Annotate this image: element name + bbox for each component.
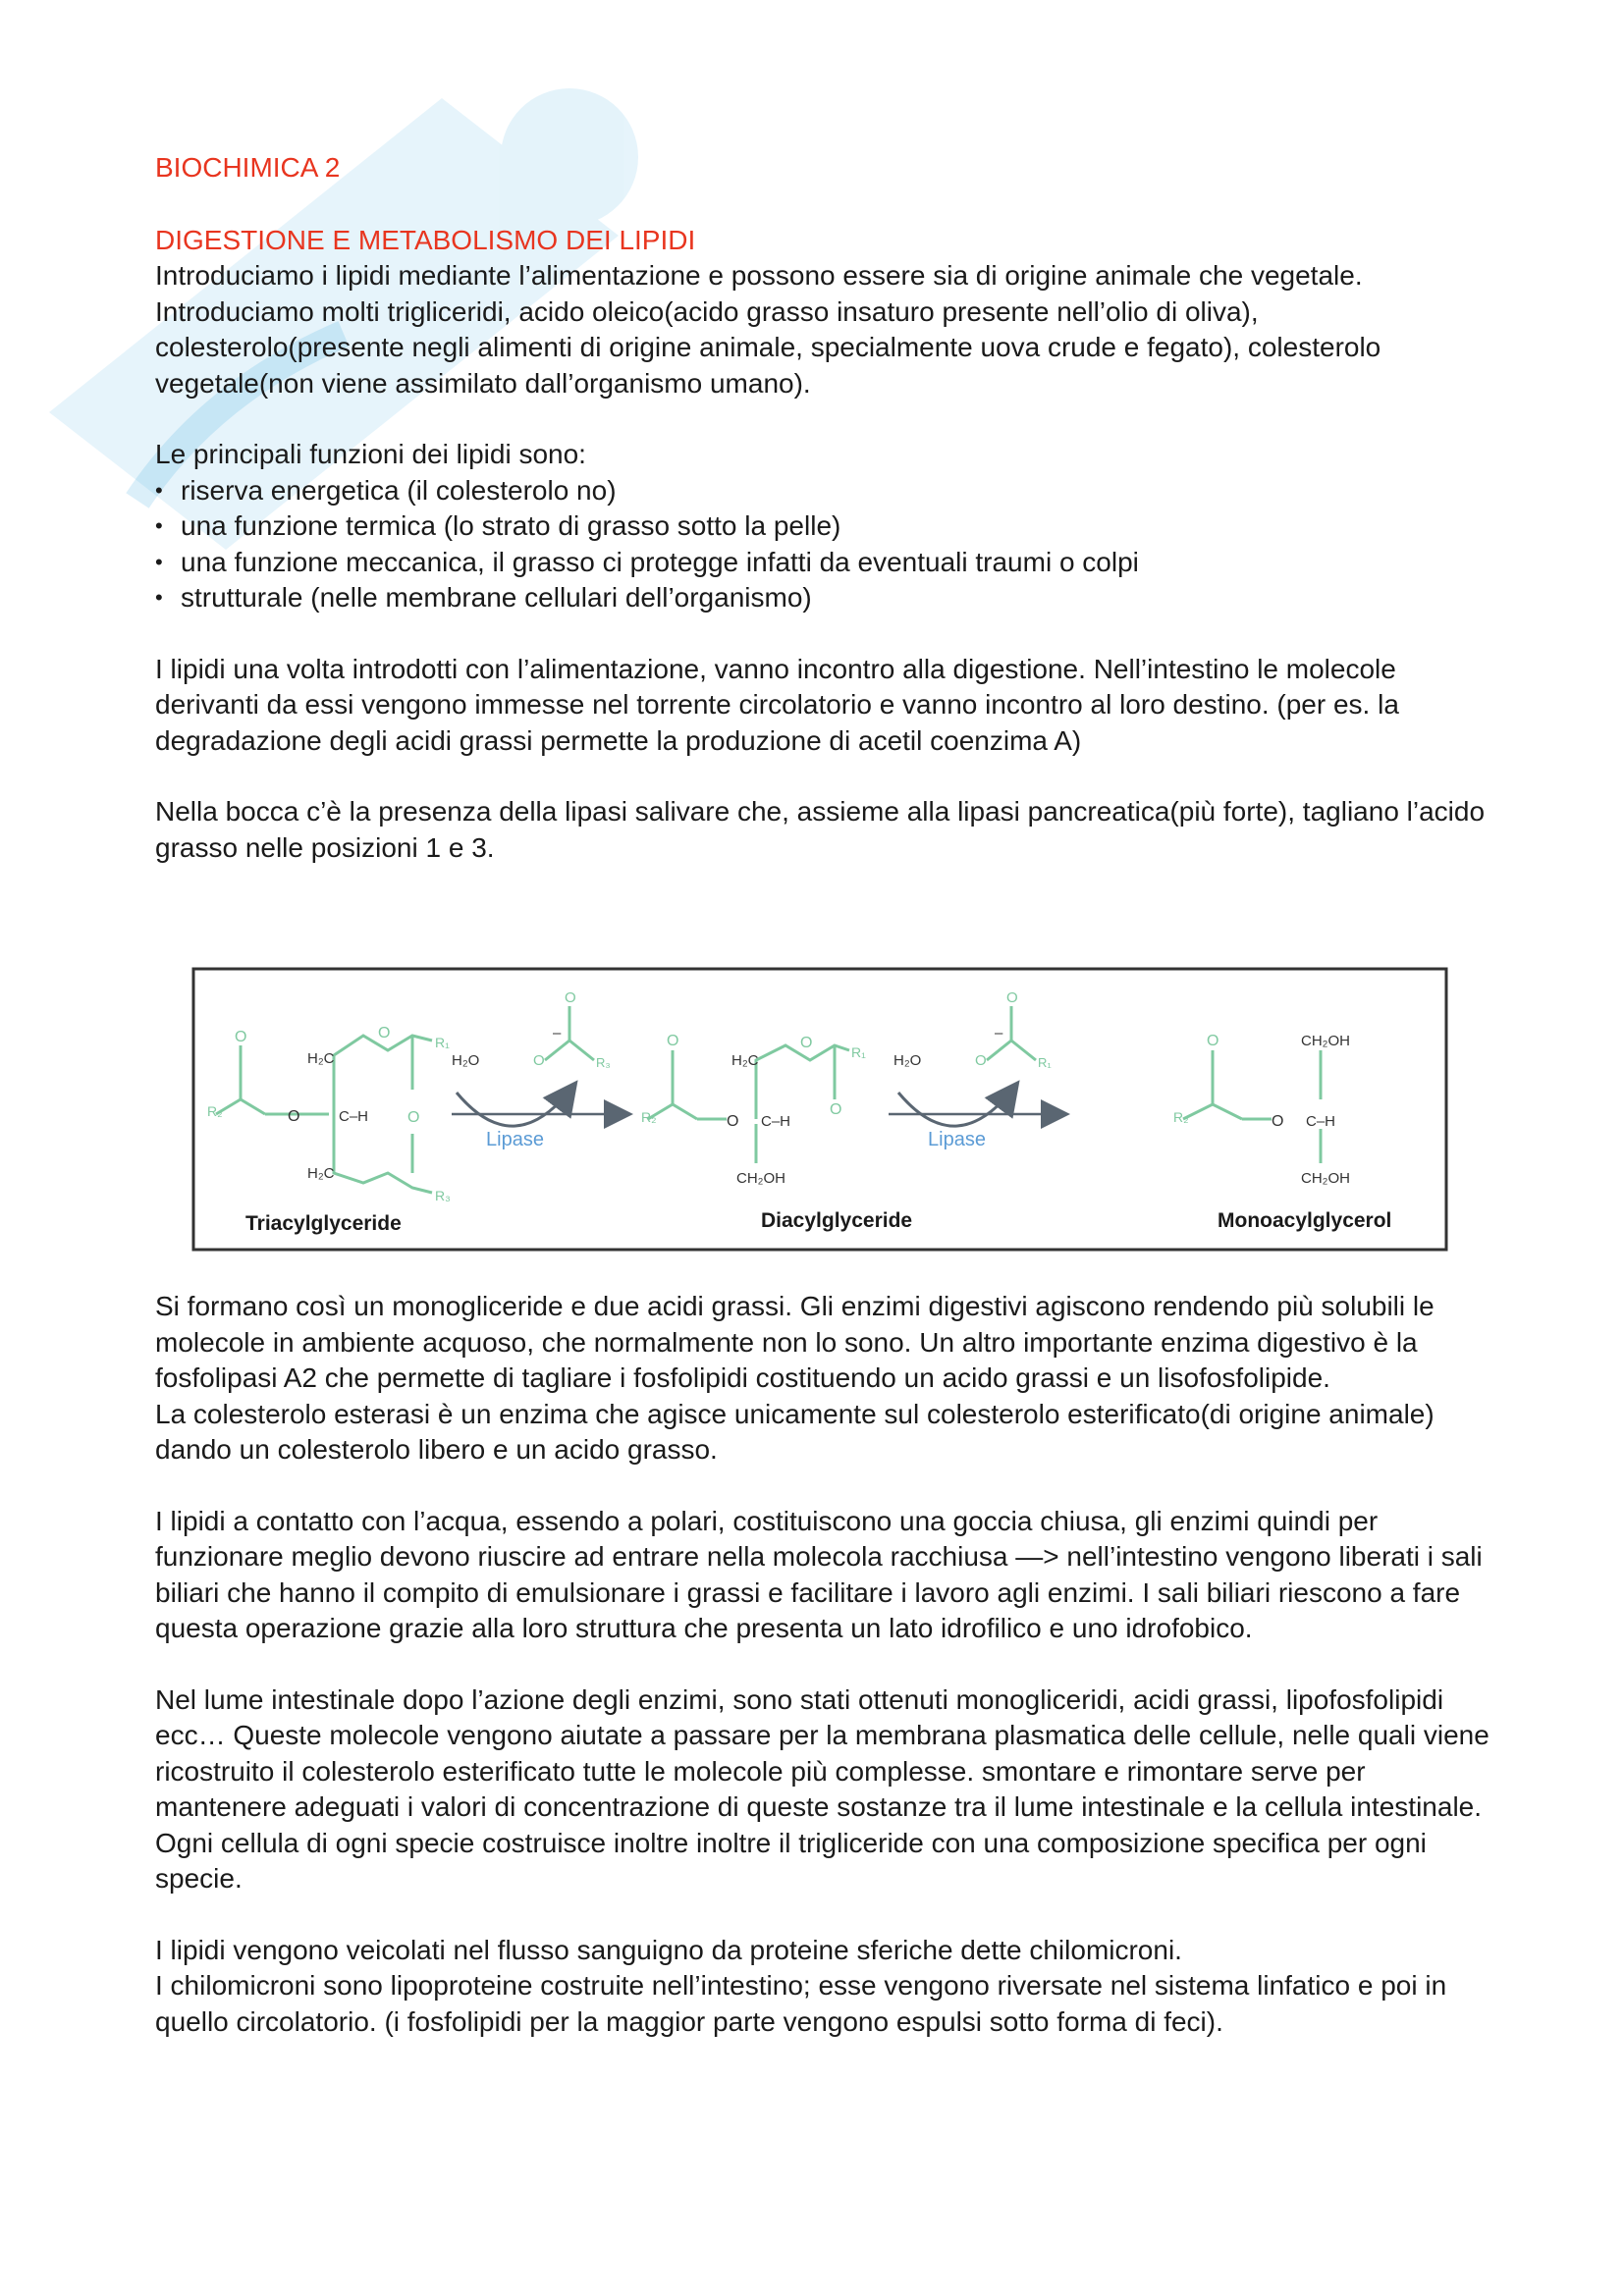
ch2oh-label: CH₂OH	[1301, 1170, 1350, 1187]
water-label: H₂O	[893, 1052, 922, 1069]
stage-label-triacylglyceride: Triacylglyceride	[245, 1212, 402, 1235]
oxygen-label: O	[1006, 989, 1018, 1006]
intro-paragraph: Introduciamo i lipidi mediante l’alimentazione e possono essere sia di origine animale che vegetale. Introduciamo molti trigliceridi, acido oleico(acido grasso insaturo presente nell’olio di oliva), colesterolo(presente negli alimenti di origine animale, specialmente uova crude e fegato), colesterolo vegetale(non viene assimilato dall’organismo umano).	[155, 260, 1381, 399]
oxygen-label: O	[565, 989, 576, 1006]
oxygen-label: O	[378, 1025, 391, 1041]
r-group-label: R₁	[851, 1044, 866, 1060]
course-title: BIOCHIMICA 2	[155, 152, 341, 183]
functions-list	[155, 473, 1490, 616]
carbon-label: H₂C	[307, 1050, 335, 1067]
enzyme-label: Lipase	[486, 1129, 544, 1150]
document-body	[155, 149, 1490, 866]
oxygen-label: O	[1272, 1113, 1284, 1130]
list-item: • una funzione termica (lo strato di grasso sotto la pelle)	[155, 508, 1490, 545]
chh-label: C–H	[1306, 1113, 1336, 1130]
functions-intro: Le principali funzioni dei lipidi sono:	[155, 439, 586, 469]
r-group-label: R₂	[207, 1103, 223, 1119]
oxygen-label: O	[800, 1035, 813, 1051]
section-title: DIGESTIONE E METABOLISMO DEI LIPIDI	[155, 225, 696, 255]
ch2oh-label: CH₂OH	[1301, 1033, 1350, 1049]
oxygen-label: O	[288, 1108, 300, 1125]
oxygen-label: O	[533, 1052, 545, 1069]
after-figure-paragraph: Si formano così un monogliceride e due acidi grassi. Gli enzimi digestivi agiscono rendendo più solubili le molecole in ambiente acquoso, che normalmente non lo sono. Un altro importante enzima digestivo è la fosfolipasi A2 che permette di tagliare i fosfolipidi costituendo un acido grassi e un lisofosfolipide.	[155, 1291, 1435, 1393]
r-group-label: R₁	[1038, 1055, 1052, 1070]
oxygen-label: O	[235, 1029, 247, 1045]
esterase-paragraph: La colesterolo esterasi è un enzima che agisce unicamente sul colesterolo esterificato(di origine animale) dando un colesterolo libero e un acido grasso.	[155, 1398, 1435, 1465]
chylomicron-paragraph: I chilomicroni sono lipoproteine costruite nell’intestino; esse vengono riversate nel sistema linfatico e poi in quello circolatorio. (i fosfolipidi per la maggior parte vengono espulsi sotto forma di feci).	[155, 1970, 1447, 2037]
emulsion-paragraph: I lipidi a contatto con l’acqua, essendo a polari, costituiscono una goccia chiusa, gli enzimi quindi per funzionare meglio devono riuscire ad entrare nella molecola racchiusa —> nell’intestino vengono liberati i sali biliari che hanno il compito di emulsionare i grassi e facilitare i lavoro agli enzimi. I sali biliari riescono a fare questa operazione grazie alla loro struttura che presenta un lato idrofilico e uno idrofobico.	[155, 1505, 1483, 1643]
lipase-reaction-figure	[191, 967, 1448, 1252]
list-item: • riserva energetica (il colesterolo no)	[155, 473, 1490, 509]
figure-frame	[193, 969, 1446, 1250]
digestion-paragraph: I lipidi una volta introdotti con l’alimentazione, vanno incontro alla digestione. Nell’intestino le molecole derivanti da essi vengono immesse nel torrente circolatorio e vanno incontro al loro destino. (per es. la degradazione degli acidi grassi permette la produzione di acetil coenzima A)	[155, 653, 1399, 756]
water-label: H₂O	[452, 1052, 480, 1069]
r-group-label: R₃	[596, 1055, 611, 1070]
r-group-label: R₂	[641, 1109, 657, 1125]
lipase-paragraph: Nella bocca c’è la presenza della lipasi salivare che, assieme alla lipasi pancreatica(più forte), tagliano l’acido grasso nelle posizioni 1 e 3.	[155, 796, 1486, 863]
ch2oh-label: CH₂OH	[736, 1170, 785, 1187]
r-group-label: R₁	[435, 1035, 450, 1050]
stage-label-diacylglyceride: Diacylglyceride	[761, 1209, 913, 1232]
chylomicron-paragraph: I lipidi vengono veicolati nel flusso sanguigno da proteine sferiche dette chilomicroni.	[155, 1934, 1182, 1965]
carbon-label: H₂C	[731, 1052, 759, 1069]
stage-label-monoacylglycerol: Monoacylglycerol	[1218, 1209, 1392, 1232]
lumen-paragraph: Nel lume intestinale dopo l’azione degli enzimi, sono stati ottenuti monogliceridi, acidi grassi, lipofosfolipidi ecc… Queste molecole vengono aiutate a passare per la membrana plasmatica delle cellule, nelle quali viene ricostruito il colesterolo esterificato tutte le molecole più complesse. smontare e rimontare serve per mantenere adeguati i valori di concentrazione di queste sostanze tra il lume intestinale e la cellula intestinale. Ogni cellula di ogni specie costruisce inoltre inoltre il trigliceride con una composizione specifica per ogni specie.	[155, 1683, 1489, 1894]
oxygen-label: O	[727, 1113, 739, 1130]
oxygen-label: O	[407, 1109, 420, 1126]
oxygen-label: O	[830, 1101, 842, 1118]
list-item: • una funzione meccanica, il grasso ci protegge infatti da eventuali traumi o colpi	[155, 545, 1490, 581]
r-group-label: R₃	[435, 1188, 451, 1203]
oxygen-label: O	[975, 1052, 987, 1069]
r-group-label: R₂	[1173, 1109, 1189, 1125]
list-item: • strutturale (nelle membrane cellulari dell’organismo)	[155, 580, 1490, 616]
enzyme-label: Lipase	[928, 1129, 986, 1150]
oxygen-label: O	[1207, 1033, 1219, 1049]
minus-sign: –	[553, 1025, 562, 1041]
oxygen-label: O	[667, 1033, 679, 1049]
carbon-label: H₂C	[307, 1165, 335, 1182]
document-body-continued	[155, 1289, 1500, 2040]
minus-sign: –	[995, 1025, 1003, 1041]
chh-label: C–H	[339, 1108, 369, 1125]
chh-label: C–H	[761, 1113, 791, 1130]
